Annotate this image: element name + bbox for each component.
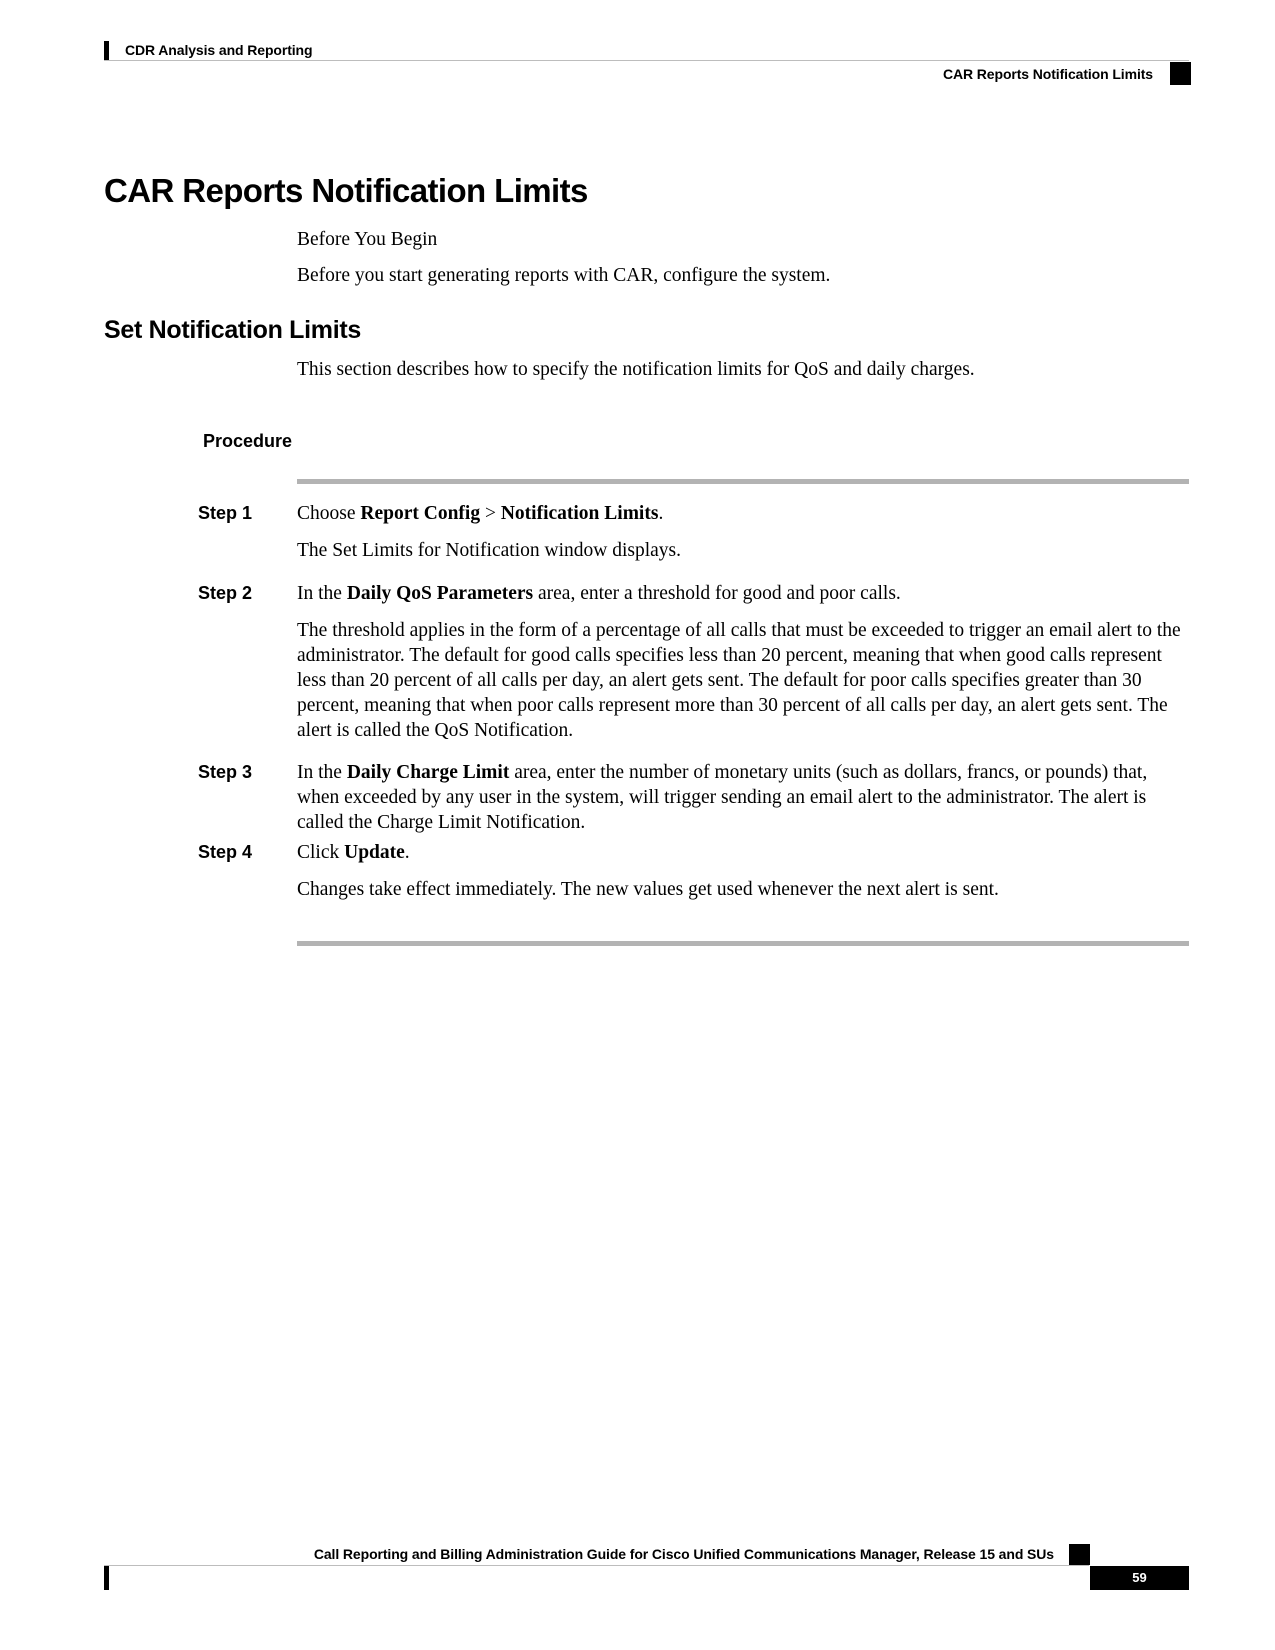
- header-chapter-title: CDR Analysis and Reporting: [125, 42, 313, 58]
- footer-guide-title: Call Reporting and Billing Administration Guide for Cisco Unified Communications Manager, Release 15 and SUs: [313, 1546, 1054, 1562]
- step-3-instruction: In the Daily Charge Limit area, enter the number of monetary units (such as dollars, francs, or pounds) that, when exceeded by any user in the system, will trigger sending an email alert to the administrator. The alert is called the Charge Limit Notification.: [297, 762, 1148, 833]
- footer-marker-square: [1069, 1544, 1090, 1565]
- step-1-instruction: Choose Report Config > Notification Limits.: [297, 503, 664, 524]
- subsection-title: Set Notification Limits: [104, 316, 362, 344]
- footer-rule: [104, 1565, 1089, 1566]
- menu-notification-limits: Notification Limits: [500, 503, 659, 524]
- step-1-label: Step 1: [198, 503, 253, 523]
- step-2-body: [297, 581, 1192, 755]
- page-title: CAR Reports Notification Limits: [104, 172, 588, 209]
- step-2-instruction: In the Daily QoS Parameters area, enter a threshold for good and poor calls.: [297, 583, 901, 604]
- step-2-label: Step 2: [198, 583, 253, 603]
- menu-report-config: Report Config: [360, 503, 481, 524]
- step-3-body: [297, 760, 1192, 847]
- header-left-bar: [104, 41, 109, 60]
- procedure-top-rule: [297, 479, 1189, 484]
- before-you-begin-heading: Before You Begin: [297, 229, 438, 250]
- subsection-description: This section describes how to specify the notification limits for QoS and daily charges.: [297, 359, 975, 380]
- update-term: Update: [344, 842, 405, 863]
- header-section-title: CAR Reports Notification Limits: [942, 66, 1153, 82]
- step-1-result: The Set Limits for Notification window displays.: [297, 540, 681, 561]
- procedure-label: Procedure: [203, 431, 293, 451]
- header-marker-square: [1170, 62, 1191, 85]
- before-you-begin-text: Before you start generating reports with CAR, configure the system.: [297, 265, 831, 286]
- step-3-label: Step 3: [198, 762, 253, 782]
- footer-left-bar: [104, 1566, 109, 1590]
- step-4-label: Step 4: [198, 842, 253, 862]
- step-1-body: [297, 501, 1192, 575]
- header-rule: [104, 60, 1189, 61]
- step-4-result: Changes take effect immediately. The new values get used whenever the next alert is sent.: [297, 879, 999, 900]
- procedure-bottom-rule: [297, 941, 1189, 946]
- step-2-result: The threshold applies in the form of a percentage of all calls that must be exceeded to trigger an email alert to the administrator. The default for good calls specifies less than 20 percent, meaning that when good calls represent less than 20 percent of all calls per day, an alert gets sent. The default for poor calls specifies greater than 30 percent, meaning that when poor calls represent more than 30 percent of all calls per day, an alert gets sent. The alert is called the QoS Notification.: [297, 620, 1181, 741]
- step-4-body: [297, 840, 1192, 914]
- page-number: 59: [1090, 1566, 1189, 1590]
- step-4-instruction: Click Update.: [297, 842, 410, 863]
- daily-qos-parameters-term: Daily QoS Parameters: [346, 583, 534, 604]
- daily-charge-limit-term: Daily Charge Limit: [346, 762, 510, 783]
